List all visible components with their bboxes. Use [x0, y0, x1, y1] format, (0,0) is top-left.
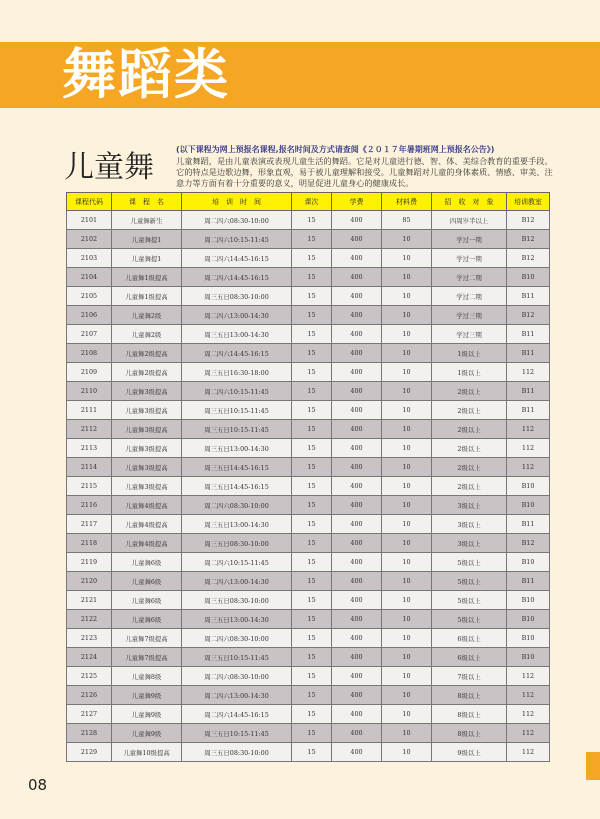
cell-classroom: B10	[507, 268, 550, 287]
cell-course-code: 2120	[67, 572, 112, 591]
cell-material-fee: 10	[382, 515, 432, 534]
cell-sessions: 15	[292, 420, 332, 439]
cell-material-fee: 10	[382, 287, 432, 306]
cell-course-code: 2114	[67, 458, 112, 477]
cell-material-fee: 10	[382, 363, 432, 382]
cell-classroom: B12	[507, 306, 550, 325]
cell-training-time: 周三五日13:00-14:30	[182, 610, 292, 629]
cell-course-name: 儿童舞2级提高	[112, 344, 182, 363]
cell-enrollment-target: 2级以上	[432, 458, 507, 477]
column-header-enrollment-target: 招 收 对 象	[432, 193, 507, 211]
column-header-training-time: 培 训 时 间	[182, 193, 292, 211]
cell-training-time: 周三五日13:00-14:30	[182, 439, 292, 458]
cell-course-code: 2101	[67, 211, 112, 230]
cell-training-time: 周二四六14:45-16:15	[182, 268, 292, 287]
cell-training-time: 周三五日14:45-16:15	[182, 458, 292, 477]
cell-training-time: 周二四六13:00-14:30	[182, 572, 292, 591]
cell-course-code: 2118	[67, 534, 112, 553]
cell-tuition: 400	[332, 325, 382, 344]
cell-sessions: 15	[292, 249, 332, 268]
table-row	[67, 325, 550, 344]
table-row	[67, 629, 550, 648]
cell-tuition: 400	[332, 401, 382, 420]
cell-material-fee: 10	[382, 591, 432, 610]
cell-tuition: 400	[332, 591, 382, 610]
cell-enrollment-target: 学过一期	[432, 249, 507, 268]
table-row	[67, 211, 550, 230]
cell-course-name: 儿童舞8级	[112, 667, 182, 686]
cell-enrollment-target: 3级以上	[432, 515, 507, 534]
cell-tuition: 400	[332, 667, 382, 686]
table-row	[67, 534, 550, 553]
cell-sessions: 15	[292, 325, 332, 344]
cell-training-time: 周二四六14:45-16:15	[182, 344, 292, 363]
cell-tuition: 400	[332, 211, 382, 230]
cell-course-code: 2111	[67, 401, 112, 420]
cell-course-name: 儿童舞1级提高	[112, 287, 182, 306]
cell-classroom: B11	[507, 325, 550, 344]
cell-course-code: 2109	[67, 363, 112, 382]
cell-sessions: 15	[292, 382, 332, 401]
cell-enrollment-target: 1级以上	[432, 344, 507, 363]
cell-enrollment-target: 2级以上	[432, 477, 507, 496]
cell-course-name: 儿童舞3级提高	[112, 458, 182, 477]
cell-material-fee: 10	[382, 268, 432, 287]
cell-enrollment-target: 1级以上	[432, 363, 507, 382]
cell-course-code: 2112	[67, 420, 112, 439]
cell-tuition: 400	[332, 287, 382, 306]
cell-tuition: 400	[332, 629, 382, 648]
table-row	[67, 667, 550, 686]
cell-enrollment-target: 8级以上	[432, 705, 507, 724]
cell-course-code: 2126	[67, 686, 112, 705]
table-row	[67, 705, 550, 724]
cell-tuition: 400	[332, 572, 382, 591]
cell-tuition: 400	[332, 363, 382, 382]
cell-training-time: 周三五日10:15-11:45	[182, 724, 292, 743]
cell-classroom: B12	[507, 249, 550, 268]
cell-training-time: 周二四六14:45-16:15	[182, 705, 292, 724]
cell-sessions: 15	[292, 705, 332, 724]
cell-classroom: 112	[507, 705, 550, 724]
cell-classroom: 112	[507, 743, 550, 762]
cell-enrollment-target: 学过三期	[432, 306, 507, 325]
table-row	[67, 496, 550, 515]
cell-classroom: B12	[507, 230, 550, 249]
cell-material-fee: 10	[382, 724, 432, 743]
cell-classroom: B10	[507, 591, 550, 610]
cell-course-code: 2107	[67, 325, 112, 344]
cell-tuition: 400	[332, 534, 382, 553]
cell-enrollment-target: 7级以上	[432, 667, 507, 686]
cell-classroom: B11	[507, 401, 550, 420]
table-row	[67, 515, 550, 534]
cell-course-name: 儿童舞10级提高	[112, 743, 182, 762]
cell-enrollment-target: 8级以上	[432, 724, 507, 743]
cell-sessions: 15	[292, 591, 332, 610]
cell-classroom: B10	[507, 629, 550, 648]
cell-material-fee: 10	[382, 458, 432, 477]
cell-course-code: 2113	[67, 439, 112, 458]
cell-sessions: 15	[292, 724, 332, 743]
cell-tuition: 400	[332, 743, 382, 762]
cell-classroom: B11	[507, 287, 550, 306]
cell-course-code: 2102	[67, 230, 112, 249]
cell-sessions: 15	[292, 287, 332, 306]
cell-material-fee: 10	[382, 306, 432, 325]
cell-training-time: 周三五日14:45-16:15	[182, 477, 292, 496]
cell-tuition: 400	[332, 648, 382, 667]
cell-sessions: 15	[292, 553, 332, 572]
cell-tuition: 400	[332, 344, 382, 363]
cell-training-time: 周三五日13:00-14:30	[182, 325, 292, 344]
cell-classroom: B10	[507, 553, 550, 572]
cell-tuition: 400	[332, 610, 382, 629]
cell-material-fee: 10	[382, 496, 432, 515]
cell-enrollment-target: 5级以上	[432, 572, 507, 591]
page-number: 08	[28, 776, 48, 794]
cell-training-time: 周二四六08:30-10:00	[182, 667, 292, 686]
cell-material-fee: 10	[382, 344, 432, 363]
cell-course-code: 2115	[67, 477, 112, 496]
cell-training-time: 周二四六10:15-11:45	[182, 382, 292, 401]
cell-training-time: 周二四六14:45-16:15	[182, 249, 292, 268]
cell-material-fee: 85	[382, 211, 432, 230]
section-description: 儿童舞蹈，是由儿童表演或表现儿童生活的舞蹈。它是对儿童进行德、智、体、美综合教育的重要手段。它的特点是边歌边舞，形象直观，易于被儿童理解和接受。儿童舞蹈对儿童的身体素质、情感、审美、注意力等方面有着十分重要的意义，明显促进儿童身心的健康成长。	[176, 156, 553, 188]
cell-course-name: 儿童舞提1	[112, 249, 182, 268]
cell-course-name: 儿童舞2级提高	[112, 363, 182, 382]
cell-tuition: 400	[332, 420, 382, 439]
cell-course-name: 儿童舞1级提高	[112, 268, 182, 287]
cell-enrollment-target: 学过三期	[432, 325, 507, 344]
cell-course-name: 儿童舞3级提高	[112, 477, 182, 496]
cell-course-name: 儿童舞3级提高	[112, 382, 182, 401]
cell-sessions: 15	[292, 667, 332, 686]
cell-training-time: 周二四六13:00-14:30	[182, 306, 292, 325]
cell-classroom: B10	[507, 477, 550, 496]
column-header-tuition: 学费	[332, 193, 382, 211]
table-row	[67, 591, 550, 610]
cell-course-name: 儿童舞9级	[112, 705, 182, 724]
cell-course-name: 儿童舞4级提高	[112, 515, 182, 534]
table-row	[67, 230, 550, 249]
cell-enrollment-target: 2级以上	[432, 401, 507, 420]
cell-material-fee: 10	[382, 230, 432, 249]
cell-course-code: 2124	[67, 648, 112, 667]
cell-classroom: B10	[507, 610, 550, 629]
cell-course-code: 2104	[67, 268, 112, 287]
cell-sessions: 15	[292, 477, 332, 496]
cell-sessions: 15	[292, 401, 332, 420]
cell-sessions: 15	[292, 572, 332, 591]
cell-course-name: 儿童舞6级	[112, 572, 182, 591]
table-row	[67, 287, 550, 306]
cell-sessions: 15	[292, 211, 332, 230]
cell-sessions: 15	[292, 344, 332, 363]
cell-material-fee: 10	[382, 477, 432, 496]
side-tab-strip	[586, 752, 600, 780]
cell-material-fee: 10	[382, 325, 432, 344]
cell-tuition: 400	[332, 306, 382, 325]
cell-material-fee: 10	[382, 439, 432, 458]
cell-classroom: 112	[507, 686, 550, 705]
cell-material-fee: 10	[382, 667, 432, 686]
cell-enrollment-target: 6级以上	[432, 648, 507, 667]
column-header-course-code: 课程代码	[67, 193, 112, 211]
table-row	[67, 572, 550, 591]
table-row	[67, 743, 550, 762]
cell-training-time: 周三五日08:30-10:00	[182, 534, 292, 553]
cell-classroom: 112	[507, 667, 550, 686]
table-row	[67, 686, 550, 705]
cell-material-fee: 10	[382, 686, 432, 705]
cell-course-code: 2129	[67, 743, 112, 762]
cell-course-name: 儿童舞7级提高	[112, 648, 182, 667]
cell-material-fee: 10	[382, 610, 432, 629]
cell-classroom: B11	[507, 572, 550, 591]
cell-sessions: 15	[292, 268, 332, 287]
cell-tuition: 400	[332, 553, 382, 572]
cell-course-name: 儿童舞6级	[112, 553, 182, 572]
cell-tuition: 400	[332, 686, 382, 705]
cell-sessions: 15	[292, 743, 332, 762]
cell-training-time: 周三五日10:15-11:45	[182, 401, 292, 420]
cell-enrollment-target: 2级以上	[432, 382, 507, 401]
cell-enrollment-target: 学过二期	[432, 268, 507, 287]
cell-enrollment-target: 2级以上	[432, 439, 507, 458]
cell-training-time: 周二四六08:30-10:00	[182, 496, 292, 515]
cell-classroom: B11	[507, 344, 550, 363]
cell-course-code: 2110	[67, 382, 112, 401]
cell-sessions: 15	[292, 534, 332, 553]
cell-classroom: B12	[507, 534, 550, 553]
cell-classroom: B11	[507, 515, 550, 534]
cell-tuition: 400	[332, 230, 382, 249]
table-header-row	[67, 193, 550, 211]
cell-course-name: 儿童舞6级	[112, 591, 182, 610]
table-row	[67, 458, 550, 477]
cell-course-code: 2128	[67, 724, 112, 743]
cell-sessions: 15	[292, 363, 332, 382]
cell-course-name: 儿童舞3级提高	[112, 401, 182, 420]
cell-material-fee: 10	[382, 382, 432, 401]
cell-classroom: B10	[507, 496, 550, 515]
cell-material-fee: 10	[382, 743, 432, 762]
cell-sessions: 15	[292, 629, 332, 648]
cell-course-code: 2108	[67, 344, 112, 363]
cell-tuition: 400	[332, 496, 382, 515]
table-row	[67, 382, 550, 401]
course-table	[66, 192, 550, 762]
cell-enrollment-target: 5级以上	[432, 591, 507, 610]
cell-course-code: 2105	[67, 287, 112, 306]
cell-course-code: 2106	[67, 306, 112, 325]
cell-course-name: 儿童舞3级提高	[112, 420, 182, 439]
table-row	[67, 401, 550, 420]
cell-training-time: 周三五日10:15-11:45	[182, 648, 292, 667]
table-row	[67, 363, 550, 382]
cell-course-code: 2116	[67, 496, 112, 515]
cell-course-code: 2123	[67, 629, 112, 648]
cell-course-name: 儿童舞9级	[112, 724, 182, 743]
cell-tuition: 400	[332, 382, 382, 401]
cell-sessions: 15	[292, 610, 332, 629]
cell-course-name: 儿童舞新生	[112, 211, 182, 230]
cell-sessions: 15	[292, 648, 332, 667]
table-row	[67, 344, 550, 363]
cell-enrollment-target: 8级以上	[432, 686, 507, 705]
cell-material-fee: 10	[382, 629, 432, 648]
table-row	[67, 439, 550, 458]
table-row	[67, 249, 550, 268]
table-row	[67, 553, 550, 572]
cell-material-fee: 10	[382, 705, 432, 724]
cell-sessions: 15	[292, 686, 332, 705]
cell-course-name: 儿童舞4级提高	[112, 534, 182, 553]
page-title: 舞蹈类	[62, 43, 230, 106]
cell-tuition: 400	[332, 439, 382, 458]
cell-course-code: 2119	[67, 553, 112, 572]
cell-training-time: 周三五日08:30-10:00	[182, 591, 292, 610]
cell-course-name: 儿童舞9级	[112, 686, 182, 705]
cell-material-fee: 10	[382, 572, 432, 591]
cell-course-name: 儿童舞6级	[112, 610, 182, 629]
table-row	[67, 477, 550, 496]
cell-training-time: 周二四六13:00-14:30	[182, 686, 292, 705]
cell-training-time: 周三五日13:00-14:30	[182, 515, 292, 534]
cell-material-fee: 10	[382, 553, 432, 572]
table-row	[67, 648, 550, 667]
cell-tuition: 400	[332, 268, 382, 287]
cell-classroom: B10	[507, 648, 550, 667]
cell-sessions: 15	[292, 306, 332, 325]
cell-training-time: 周三五日10:15-11:45	[182, 420, 292, 439]
cell-material-fee: 10	[382, 648, 432, 667]
cell-enrollment-target: 四周岁半以上	[432, 211, 507, 230]
cell-classroom: 112	[507, 458, 550, 477]
cell-course-code: 2122	[67, 610, 112, 629]
cell-tuition: 400	[332, 458, 382, 477]
cell-enrollment-target: 9级以上	[432, 743, 507, 762]
cell-enrollment-target: 学过一期	[432, 230, 507, 249]
cell-sessions: 15	[292, 515, 332, 534]
cell-tuition: 400	[332, 249, 382, 268]
cell-enrollment-target: 5级以上	[432, 553, 507, 572]
column-header-course-name: 课 程 名	[112, 193, 182, 211]
cell-classroom: 112	[507, 439, 550, 458]
column-header-sessions: 课次	[292, 193, 332, 211]
cell-classroom: 112	[507, 363, 550, 382]
table-row	[67, 306, 550, 325]
cell-course-name: 儿童舞2级	[112, 325, 182, 344]
cell-tuition: 400	[332, 515, 382, 534]
cell-course-name: 儿童舞4级提高	[112, 496, 182, 515]
table-row	[67, 420, 550, 439]
cell-classroom: B12	[507, 211, 550, 230]
cell-sessions: 15	[292, 496, 332, 515]
cell-sessions: 15	[292, 439, 332, 458]
cell-training-time: 周二四六10:15-11:45	[182, 230, 292, 249]
cell-training-time: 周二四六08:30-10:00	[182, 211, 292, 230]
cell-material-fee: 10	[382, 401, 432, 420]
cell-training-time: 周二四六10:15-11:45	[182, 553, 292, 572]
cell-course-name: 儿童舞3级提高	[112, 439, 182, 458]
cell-material-fee: 10	[382, 534, 432, 553]
cell-training-time: 周三五日08:30-10:00	[182, 743, 292, 762]
cell-course-name: 儿童舞提1	[112, 230, 182, 249]
cell-enrollment-target: 学过二期	[432, 287, 507, 306]
cell-training-time: 周三五日08:30-10:00	[182, 287, 292, 306]
column-header-classroom: 培训教室	[507, 193, 550, 211]
column-header-material-fee: 材料费	[382, 193, 432, 211]
table-row	[67, 268, 550, 287]
table-row	[67, 610, 550, 629]
cell-course-name: 儿童舞2级	[112, 306, 182, 325]
cell-enrollment-target: 3级以上	[432, 534, 507, 553]
table-row	[67, 724, 550, 743]
cell-classroom: 112	[507, 420, 550, 439]
cell-training-time: 周三五日16:30-18:00	[182, 363, 292, 382]
cell-course-name: 儿童舞7级提高	[112, 629, 182, 648]
cell-course-code: 2125	[67, 667, 112, 686]
cell-enrollment-target: 2级以上	[432, 420, 507, 439]
registration-notice: (以下课程为网上预报名课程,报名时间及方式请查阅《２０１７年暑期班网上预报名公告》)	[176, 145, 495, 154]
cell-enrollment-target: 5级以上	[432, 610, 507, 629]
cell-course-code: 2117	[67, 515, 112, 534]
cell-classroom: B11	[507, 382, 550, 401]
cell-sessions: 15	[292, 458, 332, 477]
cell-sessions: 15	[292, 230, 332, 249]
table-body	[67, 211, 550, 762]
cell-course-code: 2103	[67, 249, 112, 268]
cell-course-code: 2121	[67, 591, 112, 610]
cell-enrollment-target: 3级以上	[432, 496, 507, 515]
section-title: 儿童舞	[64, 150, 154, 185]
cell-material-fee: 10	[382, 420, 432, 439]
cell-tuition: 400	[332, 705, 382, 724]
cell-training-time: 周二四六08:30-10:00	[182, 629, 292, 648]
cell-course-code: 2127	[67, 705, 112, 724]
cell-tuition: 400	[332, 724, 382, 743]
cell-tuition: 400	[332, 477, 382, 496]
cell-enrollment-target: 6级以上	[432, 629, 507, 648]
cell-classroom: 112	[507, 724, 550, 743]
cell-material-fee: 10	[382, 249, 432, 268]
